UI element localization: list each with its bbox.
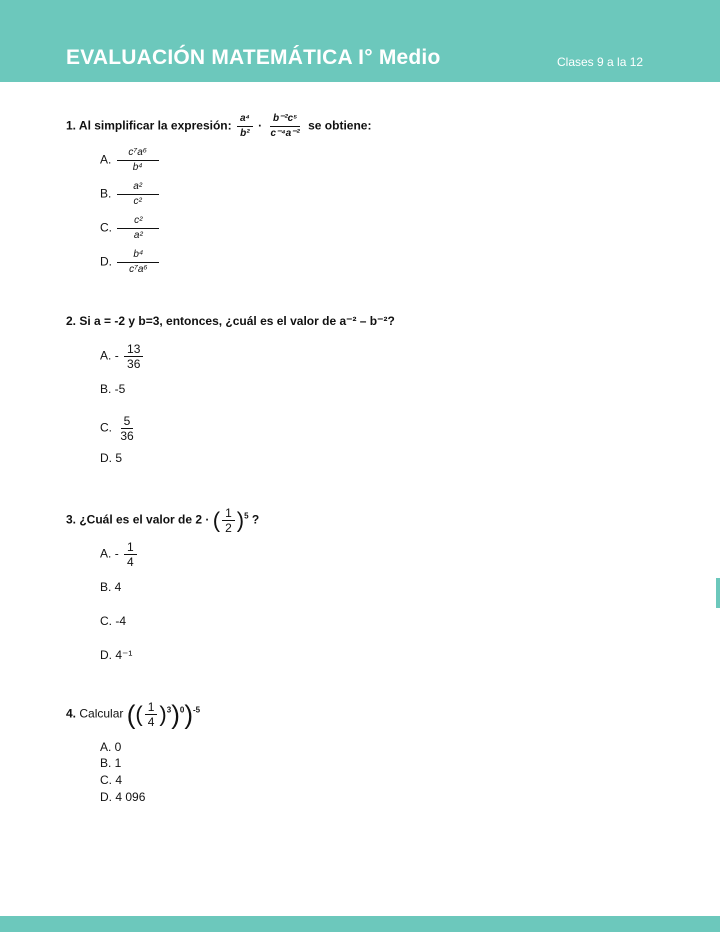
fraction-denominator: b² bbox=[240, 128, 250, 139]
question-4-number: 4. bbox=[66, 706, 77, 721]
question-4-text: Calcular bbox=[79, 706, 124, 721]
question-3-option-d[interactable]: D. 4⁻¹ bbox=[100, 648, 133, 662]
fraction-numerator: 13 bbox=[124, 342, 143, 357]
question-3-option-b[interactable]: B. 4 bbox=[100, 580, 122, 594]
question-2-option-a[interactable] bbox=[100, 342, 145, 371]
option-label: A. bbox=[100, 152, 112, 167]
question-3-option-a[interactable] bbox=[100, 540, 139, 569]
question-1-option-d[interactable] bbox=[100, 248, 161, 277]
exponent-inner: 3 bbox=[166, 705, 172, 715]
fraction-numerator: b⁴ bbox=[117, 248, 159, 263]
side-tab-marker bbox=[716, 578, 720, 608]
question-4-option-d[interactable]: D. 4 096 bbox=[100, 790, 146, 804]
fraction-denominator: 36 bbox=[127, 357, 141, 371]
footer-bar bbox=[0, 916, 720, 932]
fraction-denominator: c⁻⁴a⁻² bbox=[270, 128, 300, 139]
fraction-numerator: 5 bbox=[121, 414, 134, 429]
question-3: 3. ¿Cuál es el valor de 2 · ( $\frac{1}{2}$ )$^5$ ? bbox=[66, 506, 260, 535]
option-label: A. bbox=[100, 546, 112, 561]
question-1-option-a[interactable] bbox=[100, 146, 161, 175]
fraction-numerator: a² bbox=[117, 180, 159, 195]
question-mark: ? bbox=[251, 512, 260, 527]
exponent: 5 bbox=[244, 511, 249, 521]
option-label: C. bbox=[100, 420, 112, 435]
question-1-fraction-1 bbox=[237, 112, 253, 141]
question-3-prefix: 3. ¿Cuál es el valor de 2 · bbox=[66, 512, 210, 527]
question-1 bbox=[66, 112, 371, 141]
question-2: 2. Si a = -2 y b=3, entonces, ¿cuál es el valor de a⁻² – b⁻²? bbox=[66, 314, 395, 328]
question-1-option-c[interactable] bbox=[100, 214, 161, 243]
question-4-option-c[interactable]: C. 4 bbox=[100, 773, 123, 787]
exponent-outer: -5 bbox=[192, 705, 201, 715]
question-4-option-b[interactable]: B. 1 bbox=[100, 756, 122, 770]
fraction-numerator: 1 bbox=[145, 700, 158, 715]
minus-sign: - bbox=[114, 546, 119, 561]
fraction-denominator: b⁴ bbox=[132, 162, 143, 173]
question-1-prefix: 1. Al simplificar la expresión: bbox=[66, 118, 232, 133]
question-1-suffix: se obtiene: bbox=[308, 118, 372, 133]
question-2-option-c[interactable] bbox=[100, 414, 139, 443]
question-4-option-a[interactable]: A. 0 bbox=[100, 740, 122, 754]
option-label: A. bbox=[100, 348, 112, 363]
fraction-denominator: 2 bbox=[225, 521, 232, 535]
fraction-denominator: 4 bbox=[147, 715, 155, 729]
question-3-option-c[interactable]: C. -4 bbox=[100, 614, 127, 628]
fraction-denominator: 4 bbox=[127, 555, 134, 569]
page-subtitle: Clases 9 a la 12 bbox=[557, 55, 644, 69]
question-2-option-b[interactable]: B. -5 bbox=[100, 382, 126, 396]
question-1-fraction-2 bbox=[267, 112, 302, 141]
fraction-denominator: 36 bbox=[120, 429, 134, 443]
fraction-denominator: c² bbox=[133, 196, 142, 207]
option-label: C. bbox=[100, 220, 112, 235]
fraction-denominator: a² bbox=[133, 230, 143, 241]
header-bar bbox=[0, 0, 720, 82]
minus-sign: - bbox=[114, 348, 119, 363]
option-label: B. bbox=[100, 186, 112, 201]
question-4: 4. Calcular (( $\frac{1}{4}$ )$^3$)$^0$)$^{-5}$ bbox=[66, 699, 201, 730]
fraction-denominator: c⁷a⁶ bbox=[129, 264, 148, 275]
option-label: D. bbox=[100, 254, 112, 269]
exponent-middle: 0 bbox=[179, 705, 185, 715]
fraction-numerator: 1 bbox=[124, 540, 137, 555]
fraction-numerator: c² bbox=[117, 214, 159, 229]
question-2-option-d[interactable]: D. 5 bbox=[100, 451, 123, 465]
fraction-numerator: b⁻²c⁵ bbox=[270, 112, 300, 127]
page-title: EVALUACIÓN MATEMÁTICA I° Medio bbox=[66, 46, 441, 69]
fraction-numerator: c⁷a⁶ bbox=[117, 146, 159, 161]
fraction-numerator: 1 bbox=[222, 506, 235, 521]
fraction-numerator: a⁴ bbox=[237, 112, 253, 127]
dot-operator: · bbox=[258, 118, 263, 133]
question-1-option-b[interactable] bbox=[100, 180, 161, 209]
